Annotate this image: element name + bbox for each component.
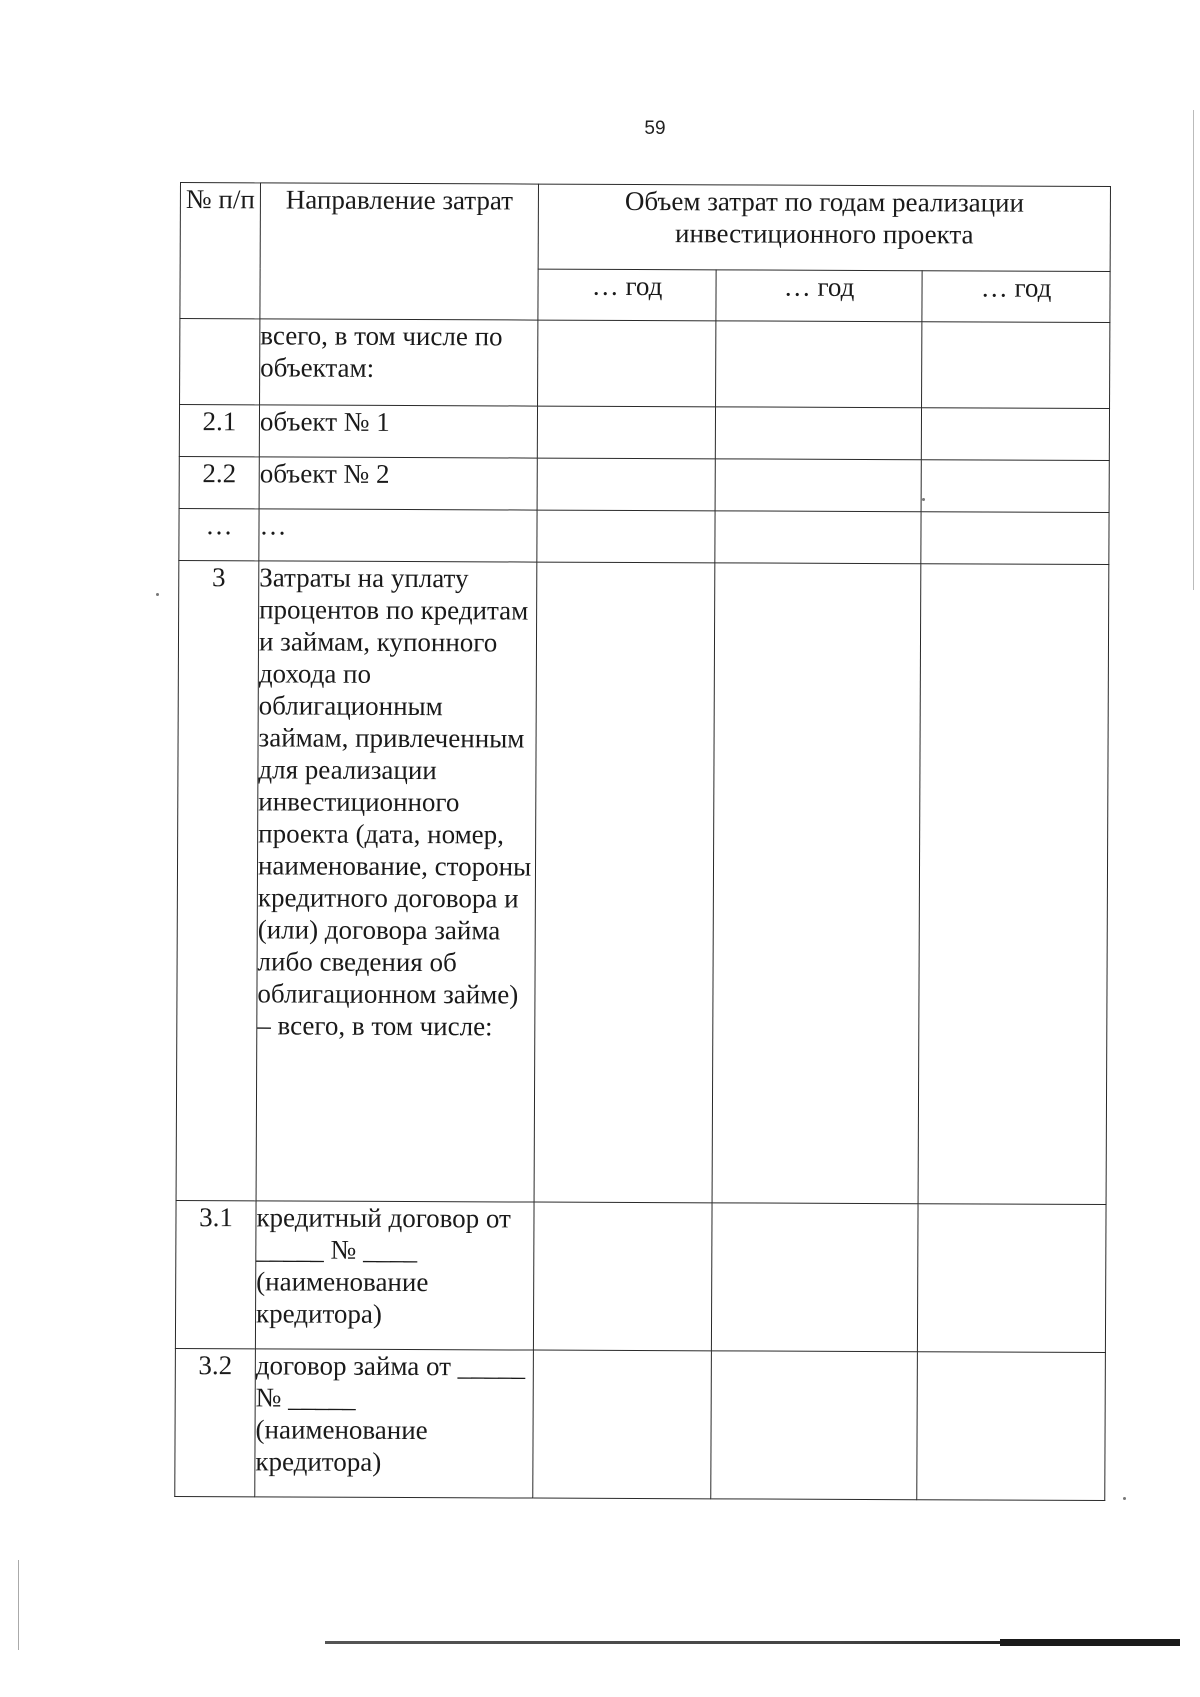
row-value-year-3 <box>922 322 1110 409</box>
row-value-year-3 <box>917 1352 1106 1501</box>
row-direction: объект № 2 <box>259 457 537 510</box>
row-value-year-1 <box>537 458 715 511</box>
scan-edge-line-right <box>1193 110 1194 590</box>
row-value-year-3 <box>921 408 1109 461</box>
scan-speck <box>156 593 159 596</box>
row-direction: кредитный договор от _____ № ____ (наименование кредитора) <box>255 1201 534 1350</box>
header-row-main <box>180 183 1110 272</box>
row-number: … <box>179 508 259 560</box>
row-value-year-3 <box>917 1204 1106 1353</box>
row-number: 3 <box>176 560 259 1200</box>
row-value-year-2 <box>711 1203 918 1352</box>
table-row-3-2 <box>175 1348 1106 1500</box>
investment-cost-table <box>174 182 1111 1501</box>
header-year-3: … год <box>922 271 1110 323</box>
row-direction: всего, в том числе по объектам: <box>260 319 538 406</box>
row-direction: Затраты на уплату процентов по кредитам и займам, купонного дохода по облигационным займам, привлеченным для реализации инвестиционного проекта (дата, номер, наименование, стороны кредитного договора и (или) договора займа либо сведения об облигационном займе) – всего, в том числе: <box>256 561 537 1202</box>
row-value-year-2 <box>711 1351 918 1500</box>
scan-speck <box>922 498 925 501</box>
row-value-year-1 <box>538 320 716 407</box>
header-year-1: … год <box>538 269 716 321</box>
row-value-year-3 <box>921 460 1109 513</box>
footer-rule-thick <box>1000 1639 1180 1646</box>
table-row-2-1 <box>179 405 1109 461</box>
table-row-3 <box>176 560 1109 1204</box>
row-value-year-3 <box>921 512 1109 565</box>
row-direction: … <box>259 509 537 562</box>
row-value-year-2 <box>715 407 921 460</box>
row-value-year-1 <box>537 510 715 563</box>
row-number: 2.2 <box>179 456 259 508</box>
row-value-year-2 <box>715 511 921 564</box>
page-number: 59 <box>644 118 666 139</box>
header-cost-volume: Объем затрат по годам реализации инвестиционного проекта <box>538 184 1110 271</box>
row-number: 2.1 <box>179 405 259 457</box>
row-value-year-1 <box>534 562 715 1203</box>
scan-edge-line-left <box>18 1560 19 1650</box>
row-value-year-2 <box>712 563 921 1204</box>
row-value-year-1 <box>533 1350 712 1499</box>
row-number <box>180 319 260 405</box>
header-row-number: № п/п <box>180 183 261 319</box>
row-direction: объект № 1 <box>259 405 537 458</box>
row-number: 3.2 <box>175 1348 256 1496</box>
header-year-2: … год <box>716 270 922 322</box>
table-row-total-objects <box>180 319 1110 409</box>
header-cost-direction: Направление затрат <box>260 183 539 320</box>
table-row-ellipsis <box>179 508 1109 564</box>
table-row-3-1 <box>175 1200 1106 1352</box>
row-value-year-3 <box>918 564 1109 1205</box>
table-row-2-2 <box>179 456 1109 512</box>
row-direction: договор займа от _____ № _____ (наименование кредитора) <box>255 1349 534 1498</box>
row-value-year-2 <box>715 459 921 512</box>
row-value-year-2 <box>716 321 922 408</box>
scan-speck <box>1123 1497 1126 1500</box>
row-number: 3.1 <box>175 1200 256 1348</box>
row-value-year-1 <box>537 406 715 459</box>
row-value-year-1 <box>533 1202 712 1351</box>
